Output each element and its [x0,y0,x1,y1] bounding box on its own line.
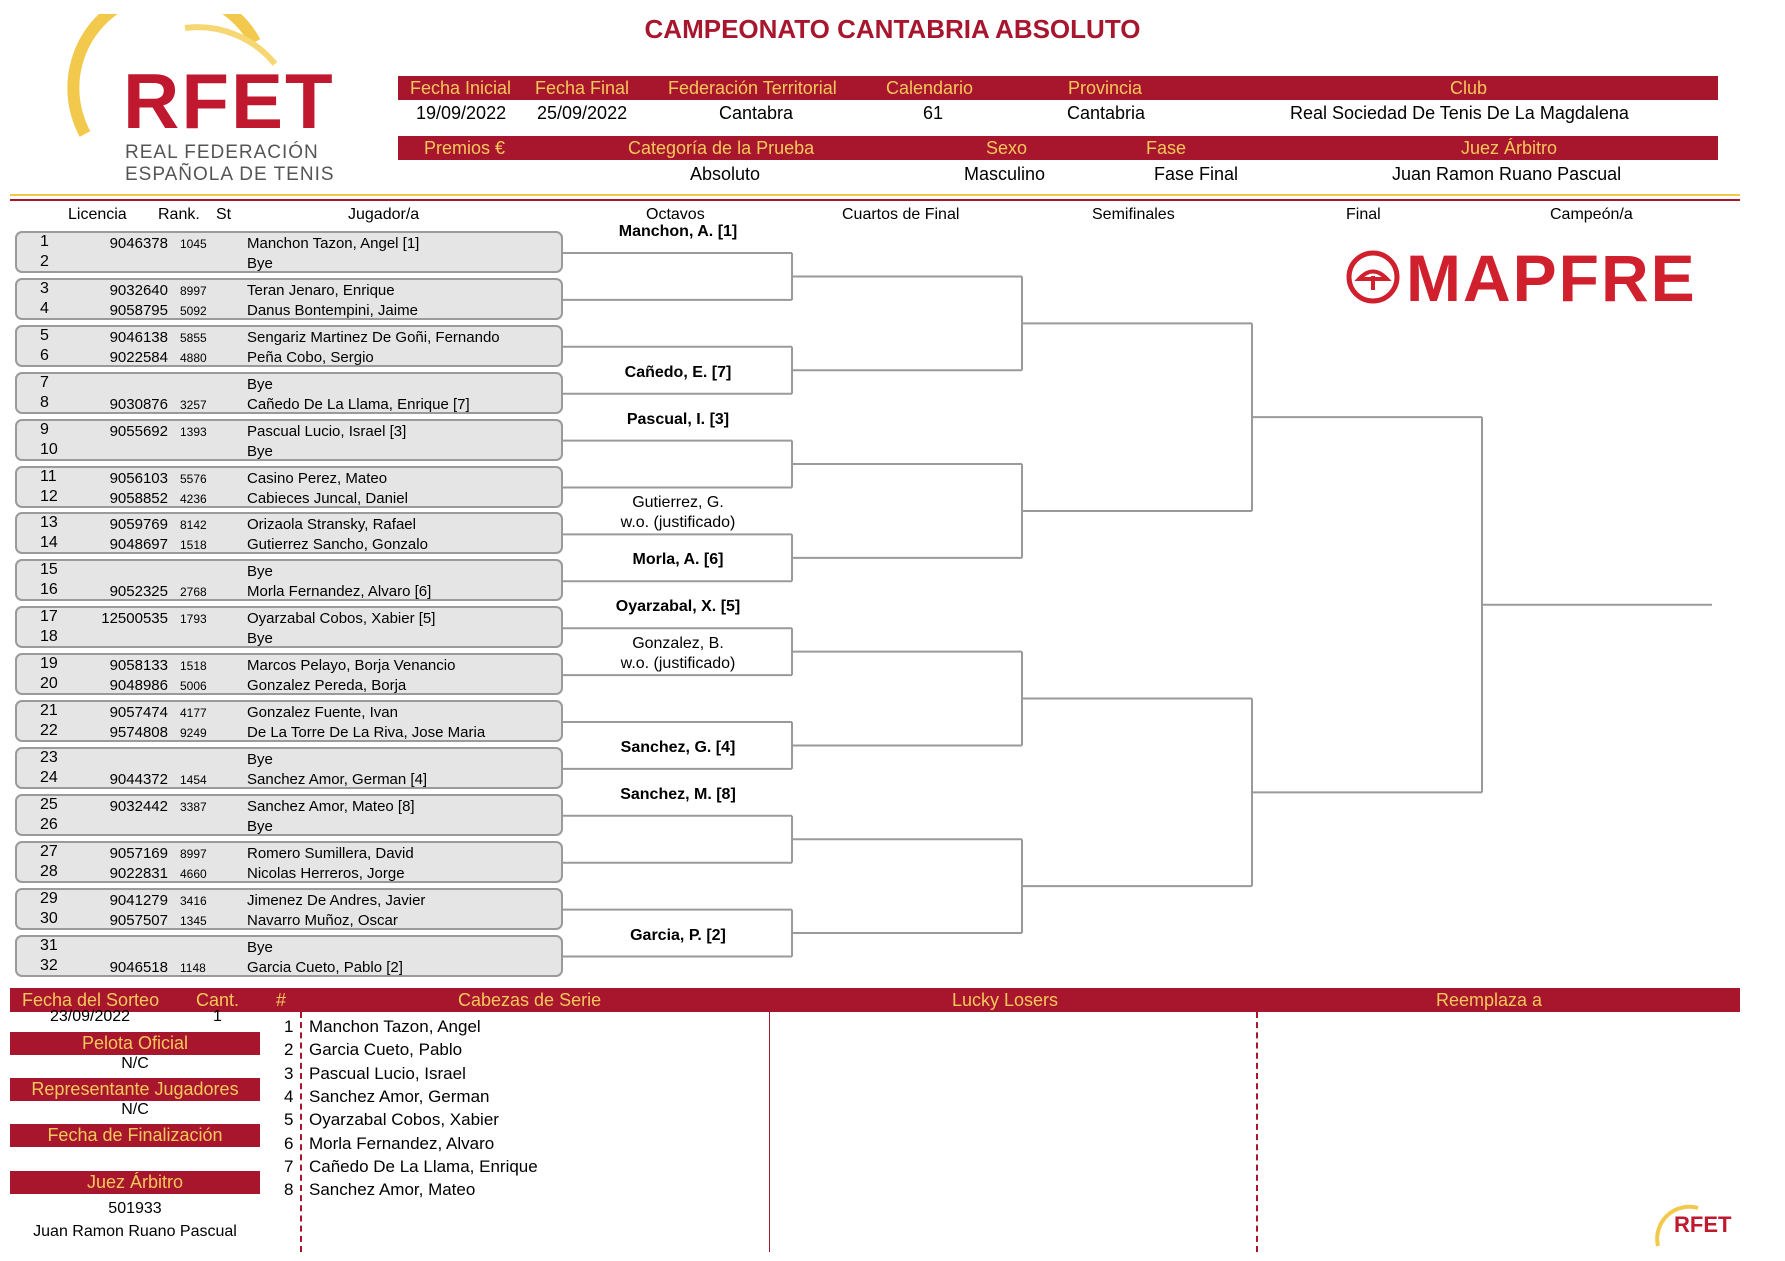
draw-position: 1 [40,233,49,250]
seed-number: 3 [284,1063,294,1083]
player-rank: 8997 [180,846,207,861]
player-name: Orizaola Stransky, Rafael [247,516,416,534]
value-club: Real Sociedad De Tenis De La Magdalena [1290,103,1629,123]
player-name: Bye [247,750,273,768]
player-rank: 8997 [180,283,207,298]
player-rank: 5092 [180,303,207,318]
player-name: Gonzalez Fuente, Ivan [247,704,398,721]
label-cant: Cant. [196,990,240,1010]
draw-position: 12 [40,487,58,505]
draw-position: 15 [40,561,58,579]
header-fase: Fase [1146,138,1187,158]
draw-position: 11 [40,467,57,485]
page-title: CAMPEONATO CANTABRIA ABSOLUTO [644,14,1141,44]
header-juez: Juez Árbitro [1461,138,1558,158]
octavos-winner: Oyarzabal, X. [5] [615,598,741,616]
player-name: Cabieces Juncal, Daniel [247,489,408,507]
value-categoria: Absoluto [690,164,761,184]
draw-position: 18 [40,628,58,646]
seed-name: Garcia Cueto, Pablo [309,1040,463,1060]
player-licencia: 9057507 [109,911,168,929]
label-finalizacion: Fecha de Finalización [10,1124,260,1147]
draw-position: 2 [40,253,49,270]
player-licencia: 9048697 [109,536,168,554]
player-rank: 3257 [180,397,207,412]
player-licencia: 9048986 [109,677,168,695]
player-licencia: 9056103 [109,469,168,487]
draw-position: 28 [40,862,58,880]
player-licencia: 9058852 [109,489,168,507]
player-rank: 4236 [180,491,207,506]
draw-position: 5 [40,326,49,344]
player-rank: 1518 [180,538,207,553]
seed-name: Cañedo De La Llama, Enrique [309,1156,538,1176]
value-sexo: Masculino [964,164,1046,184]
player-name: Bye [247,817,273,835]
header-calendario: Calendario [886,78,974,98]
rfet-line2: ESPAÑOLA DE TENIS [125,164,335,185]
player-rank: 1148 [180,960,206,975]
label-fecha-sorteo: Fecha del Sorteo [22,990,160,1010]
player-licencia: 9022584 [109,348,168,366]
seed-name: Oyarzabal Cobos, Xabier [309,1110,499,1130]
player-rank: 1793 [180,612,207,627]
player-rank: 1454 [180,772,207,787]
player-name: Garcia Cueto, Pablo [2] [247,958,403,976]
octavos-winner: Sanchez, M. [8] [620,785,736,803]
header-fecha-inicial: Fecha Inicial [410,78,512,98]
octavos-note: w.o. (justificado) [620,514,736,532]
player-name: Morla Fernandez, Alvaro [6] [247,583,432,601]
player-rank: 9249 [180,726,207,740]
draw-position: 7 [40,373,49,391]
draw-position: 9 [40,420,49,438]
col-rank: Rank. [158,206,200,223]
draw-position: 32 [40,956,58,974]
col-octavos: Octavos [646,206,705,223]
player-name: Bye [247,938,273,956]
draw-position: 30 [40,909,58,927]
seed-number: 1 [284,1017,294,1036]
player-rank: 1045 [180,237,207,251]
draw-position: 17 [40,608,58,626]
player-rank: 2768 [180,585,207,600]
draw-position: 14 [40,534,58,552]
player-name: Bye [247,375,273,393]
sponsor-name: MAPFRE [1406,241,1697,315]
player-name: Bye [247,255,273,272]
seed-number: 2 [284,1040,294,1060]
player-licencia: 12500535 [101,610,168,628]
value-pelota: N/C [121,1055,149,1072]
player-name: Manchon Tazon, Angel [1] [247,235,420,252]
player-rank: 8142 [180,518,207,533]
player-licencia: 9057474 [109,704,168,721]
player-licencia: 9022831 [109,864,168,882]
player-name: Peña Cobo, Sergio [247,348,374,366]
draw-position: 4 [40,299,49,317]
player-rank: 4880 [180,350,207,365]
player-licencia: 9046378 [109,235,168,252]
player-name: Danus Bontempini, Jaime [247,301,418,319]
col-jugador: Jugador/a [348,206,420,223]
player-name: Marcos Pelayo, Borja Venancio [247,657,456,675]
label-lucky: Lucky Losers [952,990,1059,1010]
octavos-winner: Manchon, A. [1] [618,223,738,240]
player-name: Navarro Muñoz, Oscar [247,911,398,929]
player-name: Cañedo De La Llama, Enrique [7] [247,395,470,413]
seed-name: Morla Fernandez, Alvaro [309,1133,495,1153]
draw-position: 26 [40,815,58,833]
player-name: Sanchez Amor, Mateo [8] [247,797,415,815]
value-cant: 1 [213,1008,222,1025]
player-rank: 4177 [180,706,207,720]
value-fecha-final: 25/09/2022 [537,103,628,123]
footer-rfet-logo [1648,1198,1738,1254]
octavos-winner: Morla, A. [6] [632,551,724,569]
player-rank: 5576 [180,471,207,486]
player-name: Bye [247,442,273,460]
octavos-winner: Gutierrez, G. [632,494,724,512]
octavos-winner: Sanchez, G. [4] [620,738,736,756]
draw-position: 24 [40,768,58,786]
draw-position: 3 [40,279,49,297]
value-juez: Juan Ramon Ruano Pascual [1392,164,1622,184]
player-name: Sanchez Amor, German [4] [247,770,428,788]
draw-position: 21 [40,702,58,719]
value-fecha-sorteo: 23/09/2022 [50,1008,131,1025]
player-rank: 5855 [180,330,207,345]
draw-position: 27 [40,842,58,860]
col-cuartos: Cuartos de Final [842,206,960,223]
seed-number: 8 [284,1180,294,1200]
header-premios: Premios € [424,138,506,158]
label-cabezas: Cabezas de Serie [458,990,602,1010]
player-rank: 5006 [180,679,207,694]
player-rank: 4660 [180,866,207,881]
seed-name: Sanchez Amor, German [309,1086,490,1106]
divider-reemplaza [1256,1012,1258,1252]
player-name: Nicolas Herreros, Jorge [247,864,405,882]
divider-lucky [769,1012,770,1252]
player-licencia: 9058133 [109,657,168,675]
header-sexo: Sexo [986,138,1028,158]
player-licencia: 9041279 [109,891,168,909]
col-semifinales: Semifinales [1092,206,1175,223]
player-licencia: 9030876 [109,395,168,413]
player-licencia: 9055692 [109,422,168,440]
player-name: Teran Jenaro, Enrique [247,281,395,299]
seed-name: Pascual Lucio, Israel [309,1063,466,1083]
player-licencia: 9574808 [109,724,168,741]
divider-seeds [300,1012,302,1252]
header-federacion: Federación Territorial [668,78,837,98]
player-name: Jimenez De Andres, Javier [247,891,426,909]
octavos-note: w.o. (justificado) [620,655,736,673]
player-licencia: 9046138 [109,328,168,346]
value-fecha-inicial: 19/09/2022 [416,103,507,123]
octavos-winner: Cañedo, E. [7] [624,363,732,381]
player-rank: 1345 [180,913,207,928]
player-licencia: 9058795 [109,301,168,319]
value-juez-num: 501933 [108,1200,162,1217]
label-juez: Juez Árbitro [10,1171,260,1194]
draw-position: 25 [40,795,58,813]
label-representante: Representante Jugadores [10,1078,260,1101]
header-fecha-final: Fecha Final [535,78,630,98]
draw-position: 8 [40,393,49,411]
seed-number: 6 [284,1133,294,1153]
player-licencia: 9057169 [109,844,168,862]
value-representante: N/C [121,1101,149,1118]
draw-position: 19 [40,655,58,673]
octavos-winner: Garcia, P. [2] [630,926,726,944]
value-fase: Fase Final [1154,164,1239,184]
player-name: Romero Sumillera, David [247,844,414,862]
player-name: Gutierrez Sancho, Gonzalo [247,536,428,554]
player-name: Casino Perez, Mateo [247,469,388,487]
header-club: Club [1450,78,1488,98]
col-licencia: Licencia [68,206,127,223]
player-name: Sengariz Martinez De Goñi, Fernando [247,328,500,346]
value-provincia: Cantabria [1067,103,1146,123]
player-name: De La Torre De La Riva, Jose Maria [247,724,486,741]
player-licencia: 9052325 [109,583,168,601]
draw-position: 16 [40,581,58,599]
player-name: Oyarzabal Cobos, Xabier [5] [247,610,436,628]
header-categoria: Categoría de la Prueba [628,138,815,158]
seed-number: 4 [284,1086,294,1106]
draw-position: 22 [40,722,58,739]
player-licencia: 9059769 [109,516,168,534]
draw-position: 6 [40,346,49,364]
player-rank: 1393 [180,424,207,439]
rfet-acronym: RFET [123,57,335,145]
value-calendario: 61 [923,103,944,123]
draw-position: 29 [40,889,58,907]
label-hash: # [276,990,287,1010]
player-licencia: 9032442 [109,797,168,815]
seed-name: Sanchez Amor, Mateo [309,1180,476,1200]
col-st: St [216,206,232,223]
seed-number: 7 [284,1156,294,1176]
player-licencia: 9032640 [109,281,168,299]
label-pelota: Pelota Oficial [10,1032,260,1055]
col-campeon: Campeón/a [1550,206,1633,223]
value-juez-name: Juan Ramon Ruano Pascual [33,1223,237,1240]
octavos-winner: Pascual, I. [3] [626,410,730,428]
label-reemplaza: Reemplaza a [1436,990,1543,1010]
player-licencia: 9044372 [109,770,168,788]
player-name: Pascual Lucio, Israel [3] [247,422,407,440]
col-final: Final [1346,206,1381,223]
player-rank: 3416 [180,893,207,908]
seed-name: Manchon Tazon, Angel [309,1017,481,1036]
octavos-winner: Gonzalez, B. [632,635,724,653]
draw-position: 31 [40,936,58,954]
seed-number: 5 [284,1110,294,1130]
draw-position: 10 [40,440,58,458]
player-name: Gonzalez Pereda, Borja [247,677,407,695]
footer-rfet-acronym: RFET [1674,1212,1732,1237]
header-provincia: Provincia [1068,78,1143,98]
draw-position: 23 [40,748,58,766]
player-name: Bye [247,563,273,581]
player-rank: 1518 [180,659,207,674]
player-name: Bye [247,630,273,648]
rfet-line1: REAL FEDERACIÓN [125,142,319,163]
draw-position: 13 [40,514,58,532]
player-licencia: 9046518 [109,958,168,976]
player-rank: 3387 [180,799,207,814]
value-federacion: Cantabra [719,103,794,123]
draw-position: 20 [40,675,58,693]
